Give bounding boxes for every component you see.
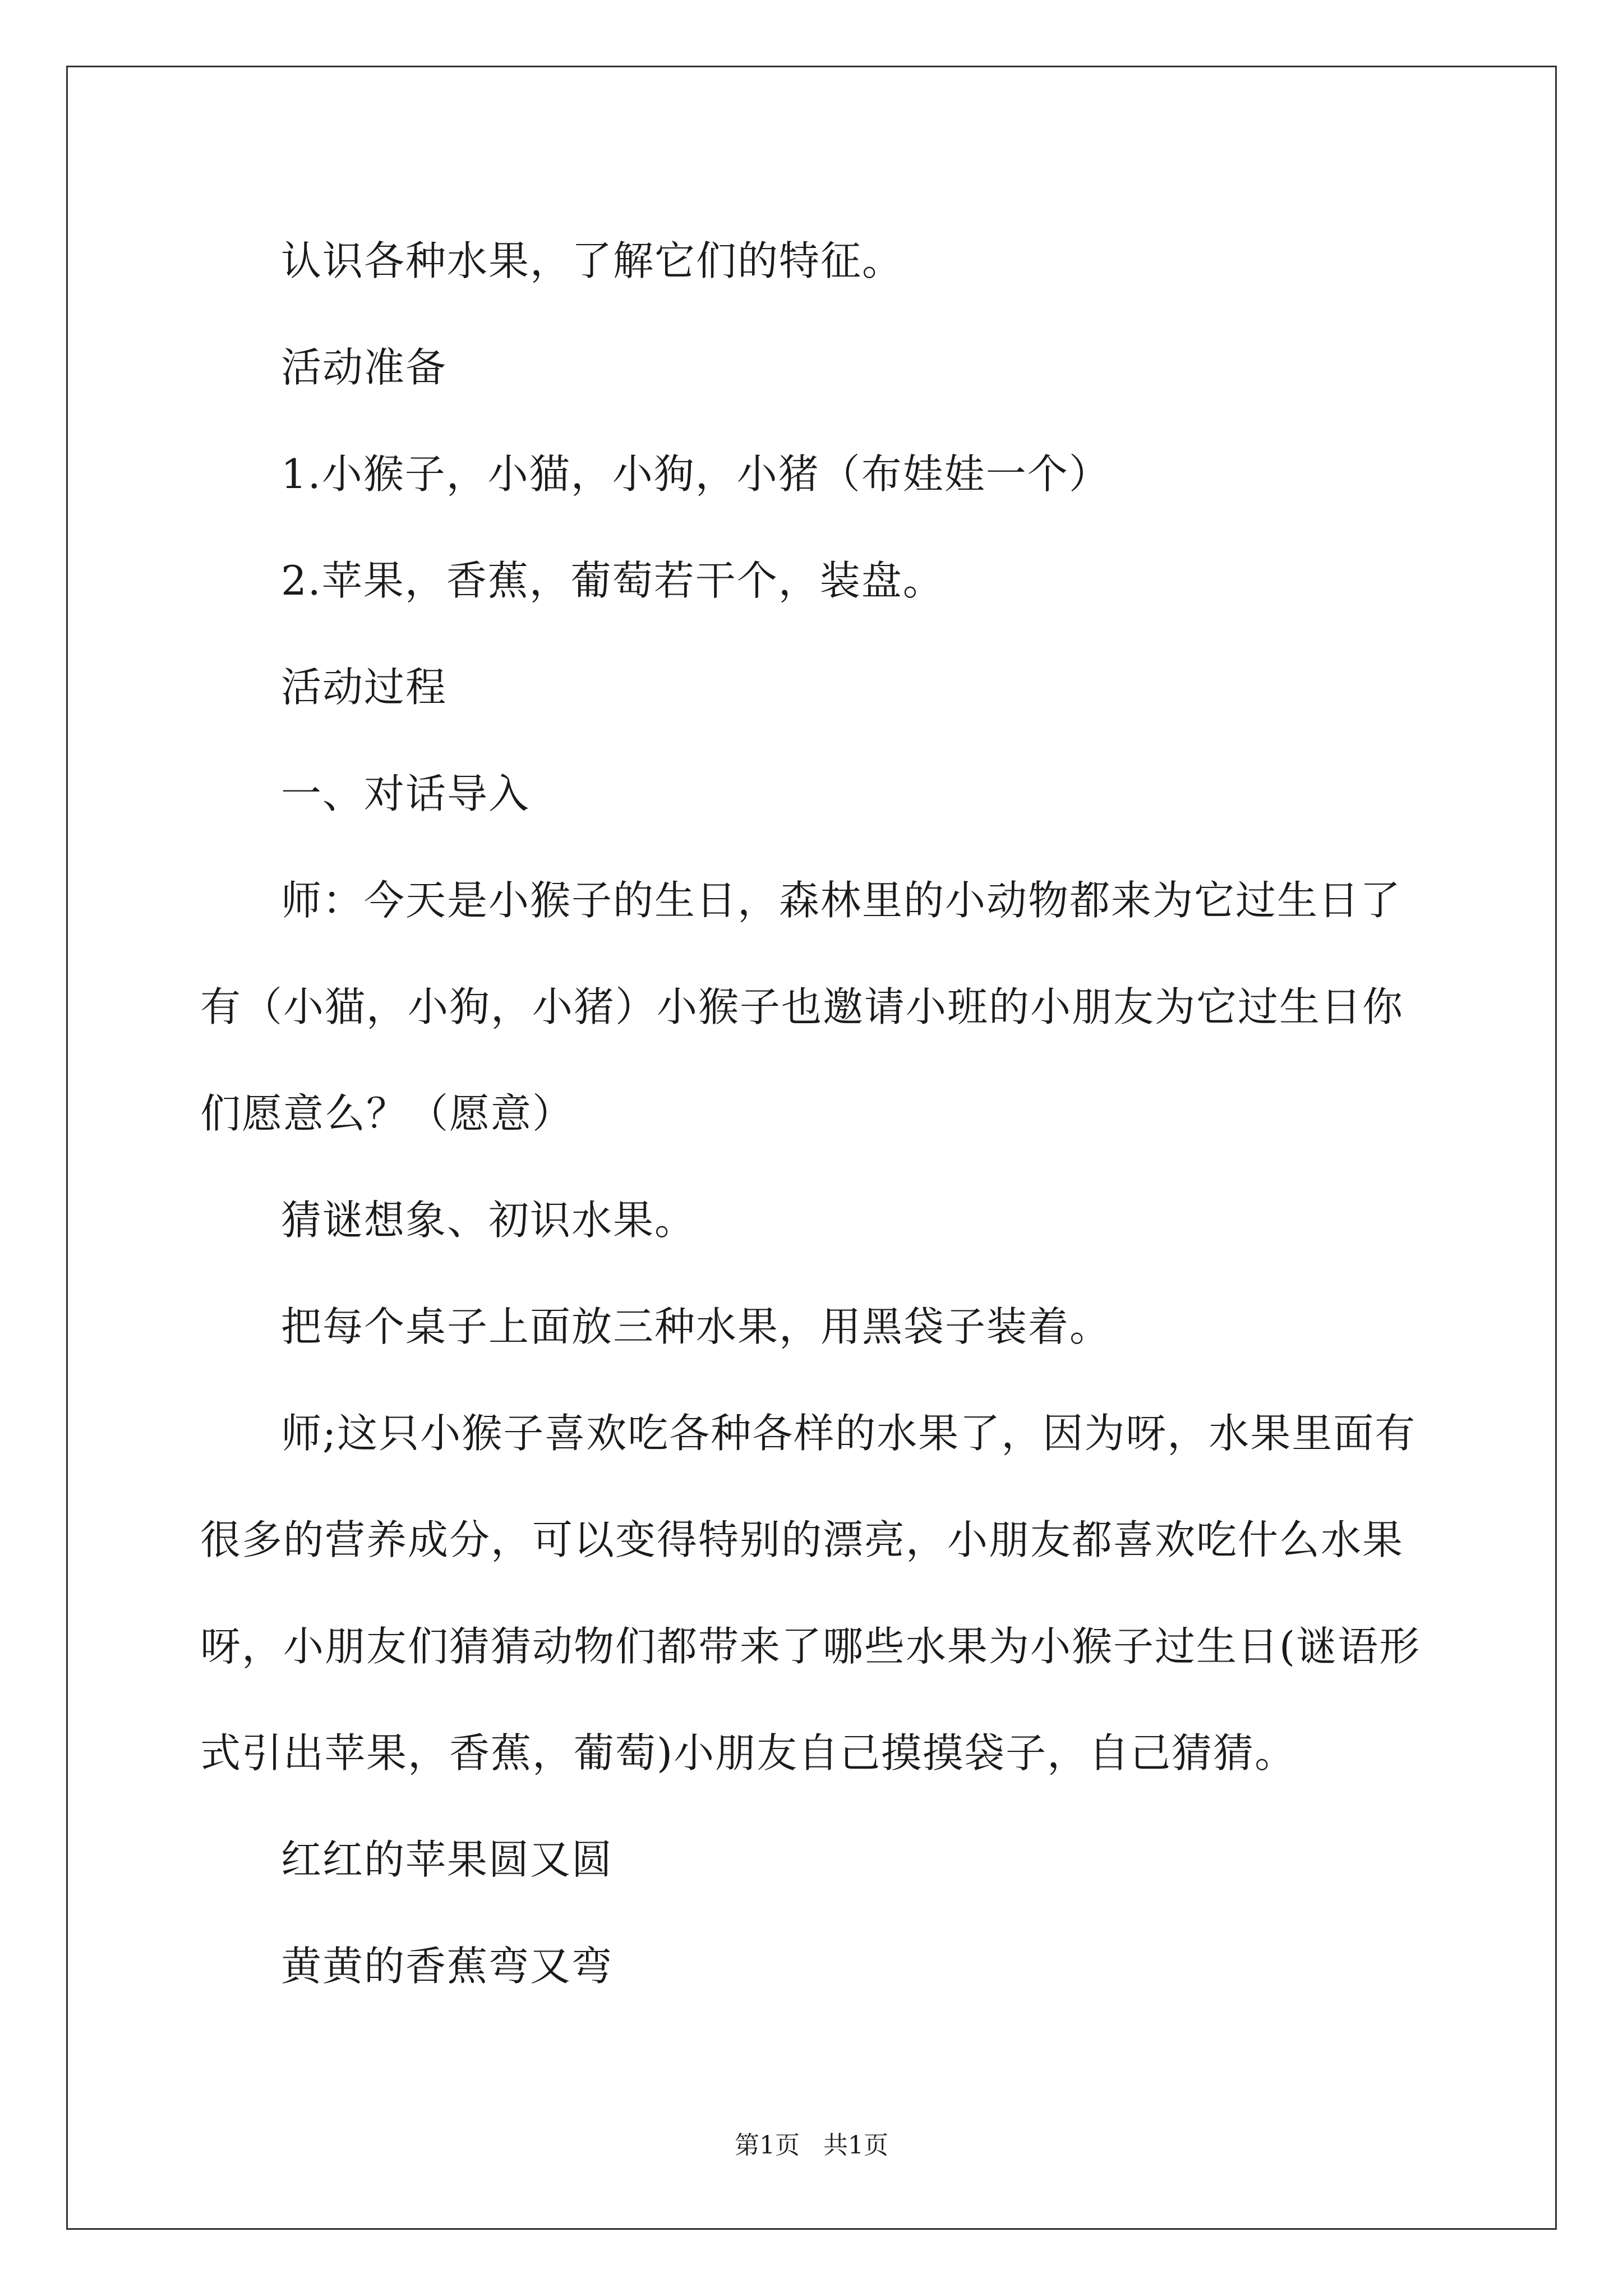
document-body bbox=[200, 208, 1423, 2019]
riddle-line: 黄黄的香蕉弯又弯 bbox=[281, 1943, 614, 1990]
paragraph: 认识各种水果，了解它们的特征。 bbox=[281, 237, 904, 284]
page-footer bbox=[0, 2125, 1623, 2161]
paragraph: 把每个桌子上面放三种水果，用黑袋子装着。 bbox=[281, 1303, 1112, 1350]
page-total: 共1页 bbox=[823, 2131, 888, 2160]
riddle-line: 红红的苹果圆又圆 bbox=[281, 1836, 614, 1883]
section-heading: 猜谜想象、初识水果。 bbox=[281, 1197, 697, 1244]
paragraph: 师;这只小猴子喜欢吃各种各样的水果了，因为呀，水果里面有很多的营养成分，可以变得特别的漂亮，小朋友都喜欢吃什么水果呀，小朋友们猜猜动物们都带来了哪些水果为小猴子过生日(谜语形式引出苹果，香蕉，葡萄)小朋友自己摸摸袋子，自己猜猜。 bbox=[200, 1410, 1421, 1777]
paragraph: 师：今天是小猴子的生日，森林里的小动物都来为它过生日了有（小猫，小狗，小猪）小猴子也邀请小班的小朋友为它过生日你们愿意么？（愿意） bbox=[200, 877, 1404, 1137]
list-item: 2.苹果，香蕉，葡萄若干个，装盘。 bbox=[281, 557, 944, 604]
list-item: 1.小猴子，小猫，小狗，小猪（布娃娃一个） bbox=[281, 450, 1110, 498]
section-heading: 一、对话导入 bbox=[281, 770, 531, 817]
section-heading: 活动准备 bbox=[281, 344, 448, 391]
page-number: 第1页 bbox=[735, 2131, 800, 2160]
section-heading: 活动过程 bbox=[281, 664, 448, 711]
